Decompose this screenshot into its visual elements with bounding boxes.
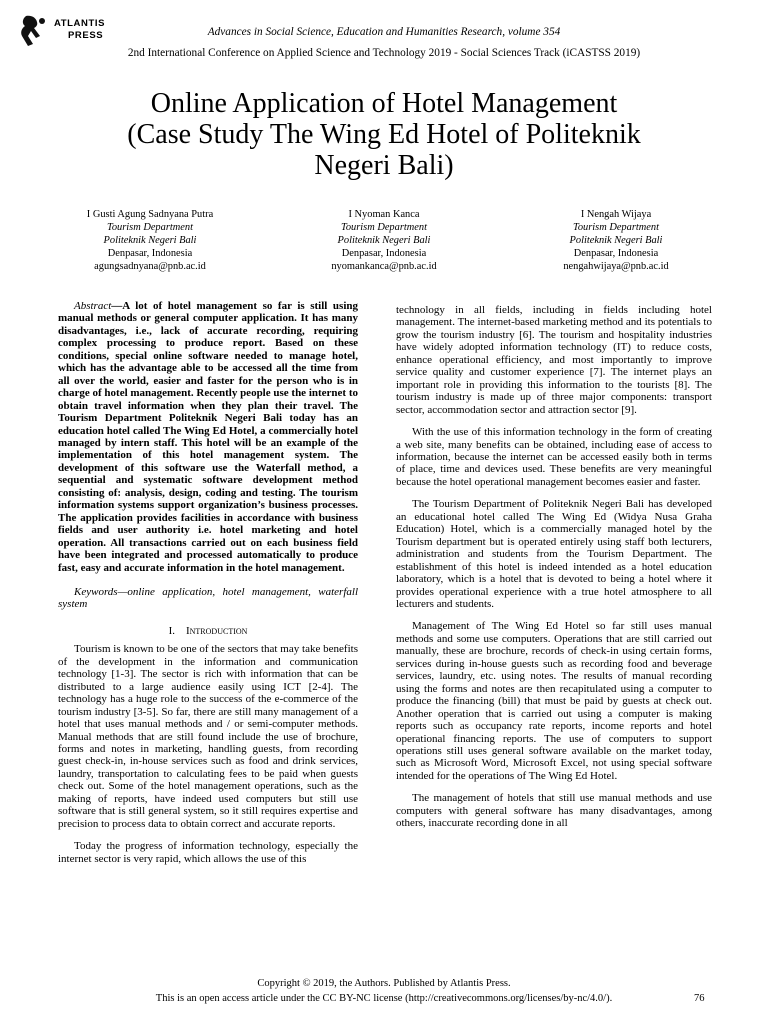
author-email[interactable]: nengahwijaya@pnb.ac.id [563, 261, 669, 272]
right-column [396, 304, 712, 830]
title-line-1: Online Application of Hotel Management [150, 88, 618, 119]
author-email[interactable]: nyomankanca@pnb.ac.id [331, 261, 437, 272]
author-dept: Tourism Department [107, 222, 193, 233]
author-block-3 [496, 208, 736, 273]
left-column [58, 300, 358, 865]
author-block-1 [30, 208, 270, 273]
abstract-text: —A lot of hotel management so far is still using manual methods or general computer application. It has many disadvantages, i.e., lack of accurate recording, requiring complex processing to produce report. Based on these conditions, special online software needed to manage hotel, which has the advantage able to be accessed all the time from all over the world, easier and faster for the person who is in charge of hotel management. Recently people use the internet to obtain travel information when they plan their travel. The Tourism Department Politeknik Negeri Bali today has an education hotel called The Wing Ed Hotel, a commercially hotel managed by intern staff. This hotel will be an example of the implementation of this hotel management system. The development of this software use the Waterfall method, a sequential and systematic software development method consisting of: analysis, design, coding and testing. The tourism information systems support organization’s business processes. The application provides facilities in accordance with business fields and user authority i.e. hotel marketing and hotel operation. All transactions carried out on each business field have been integrated and processed automatically to produce fast, easy and accurate information in the hotel management. [58, 300, 358, 574]
section-number: I. [168, 624, 175, 637]
author-inst: Politeknik Negeri Bali [103, 235, 197, 246]
title-line-2: (Case Study The Wing Ed Hotel of Politeknik [127, 119, 641, 150]
footer-license[interactable]: This is an open access article under the CC BY-NC license (http://creativecommons.org/licenses/by-nc/4.0/). [155, 993, 613, 1004]
author-city: Denpasar, Indonesia [107, 248, 193, 259]
author-name: I Gusti Agung Sadnyana Putra [86, 209, 214, 220]
paper-title [60, 88, 708, 181]
author-inst: Politeknik Negeri Bali [337, 235, 431, 246]
author-inst: Politeknik Negeri Bali [569, 235, 663, 246]
author-email[interactable]: agungsadnyana@pnb.ac.id [94, 261, 206, 272]
body-paragraph: Tourism is known to be one of the sectors that may take benefits of the development in the information and communication technology [1-3]. The sector is rich with information that can be distributed to a large audience easily using ICT [2-4]. The technology has a huge role to the success of the e-commerce of the tourism industry [3-5]. So far, there are still many management of a hotel that uses manual methods and / or semi-computer methods. Manual methods that are still found include the use of brochure, forms and notes in marketing, handling guests, from recording guest check-in, in-house services such as food and drink services, laundry, transportation to calculating fees to be paid when guests check out. Some of the hotel management operations, such as the making of reports, have indeed used computers but still use software that is still general system, so it still requires expertise and precision to process data to obtain correct and accurate reports. [58, 643, 358, 830]
author-name: I Nengah Wijaya [580, 209, 652, 220]
body-paragraph: technology in all fields, including in fields including hotel management. The internet-based marketing method and its potentials to grow the tourism industry [6]. The tourism and hospitality industries have widely adopted information technology (IT) to reduce costs, enhance operational efficiency, and most importantly to improve service quality and customer experience [7]. The internet plays an important role in providing this information to the tourists [8]. The tourism industry is made up of three major components: transport sector, accommodation sector and attraction sector [9]. [396, 304, 712, 416]
body-paragraph: Today the progress of information technology, especially the internet sector is very rapid, which allows the use of this [58, 840, 358, 865]
abstract [58, 300, 358, 574]
keywords: Keywords—online application, hotel management, waterfall system [58, 585, 358, 611]
author-name: I Nyoman Kanca [348, 209, 420, 220]
body-paragraph: With the use of this information technology in the form of creating a web site, many benefits can be obtained, including ease of access to information, because the internet can be accessed easily both in terms of place, time and devices used. These benefits are very meaningful because the hotel operational management becomes easier and faster. [396, 426, 712, 488]
author-dept: Tourism Department [573, 222, 659, 233]
title-line-3: Negeri Bali) [314, 150, 454, 181]
author-block-2 [264, 208, 504, 273]
body-paragraph: The management of hotels that still use manual methods and use computers with general software has many disadvantages, among others, inaccurate recording done in all [396, 792, 712, 830]
running-head-conference: 2nd International Conference on Applied Science and Technology 2019 - Social Sciences Track (iCASTSS 2019) [127, 47, 641, 59]
section-heading-introduction [58, 625, 358, 637]
publisher-name-line1: ATLANTIS [54, 18, 106, 29]
footer-copyright: Copyright © 2019, the Authors. Published by Atlantis Press. [257, 978, 511, 989]
section-title: Introduction [185, 624, 248, 637]
author-city: Denpasar, Indonesia [573, 248, 659, 259]
body-paragraph: The Tourism Department of Politeknik Negeri Bali has developed an educational hotel called The Wing Ed (Widya Nusa Graha Education) Hotel, which is a commercially managed hotel by the Tourism department but is operated entirely using staff both lecturers, administration and students from the Tourism Department. The establishment of this hotel is indeed intended as a hotel education laboratory, which is a hotel that is devoted to being a hotel where it provides operational experience with a true hotel atmosphere to all lecturers and students. [396, 498, 712, 610]
abstract-label: Abstract [74, 300, 112, 312]
author-dept: Tourism Department [341, 222, 427, 233]
running-head-series: Advances in Social Science, Education and Humanities Research, volume 354 [207, 26, 561, 38]
body-paragraph: Management of The Wing Ed Hotel so far still uses manual methods and some use computers. Operations that are still carried out manually, these are brochure, records of check-in using certain forms, services during in-house guests such as recording food and beverage services, laundry, etc. using notes. The results of manual recording using the forms and notes are then recapitulated using a computer to produce the financing (bill) that must be paid by guests at check out. Another operation that is carried out using a computer is making reports such as occupancy rate reports, income reports and hotel operational financing reports. The use of computers to support operations still uses general software available on the market today, such as Microsoft Word, Microsoft Excel, not using special software intended for the operations of The Wing Ed Hotel. [396, 620, 712, 782]
author-city: Denpasar, Indonesia [341, 248, 427, 259]
publisher-name-line2: PRESS [68, 30, 104, 41]
page-number: 76 [694, 993, 705, 1004]
